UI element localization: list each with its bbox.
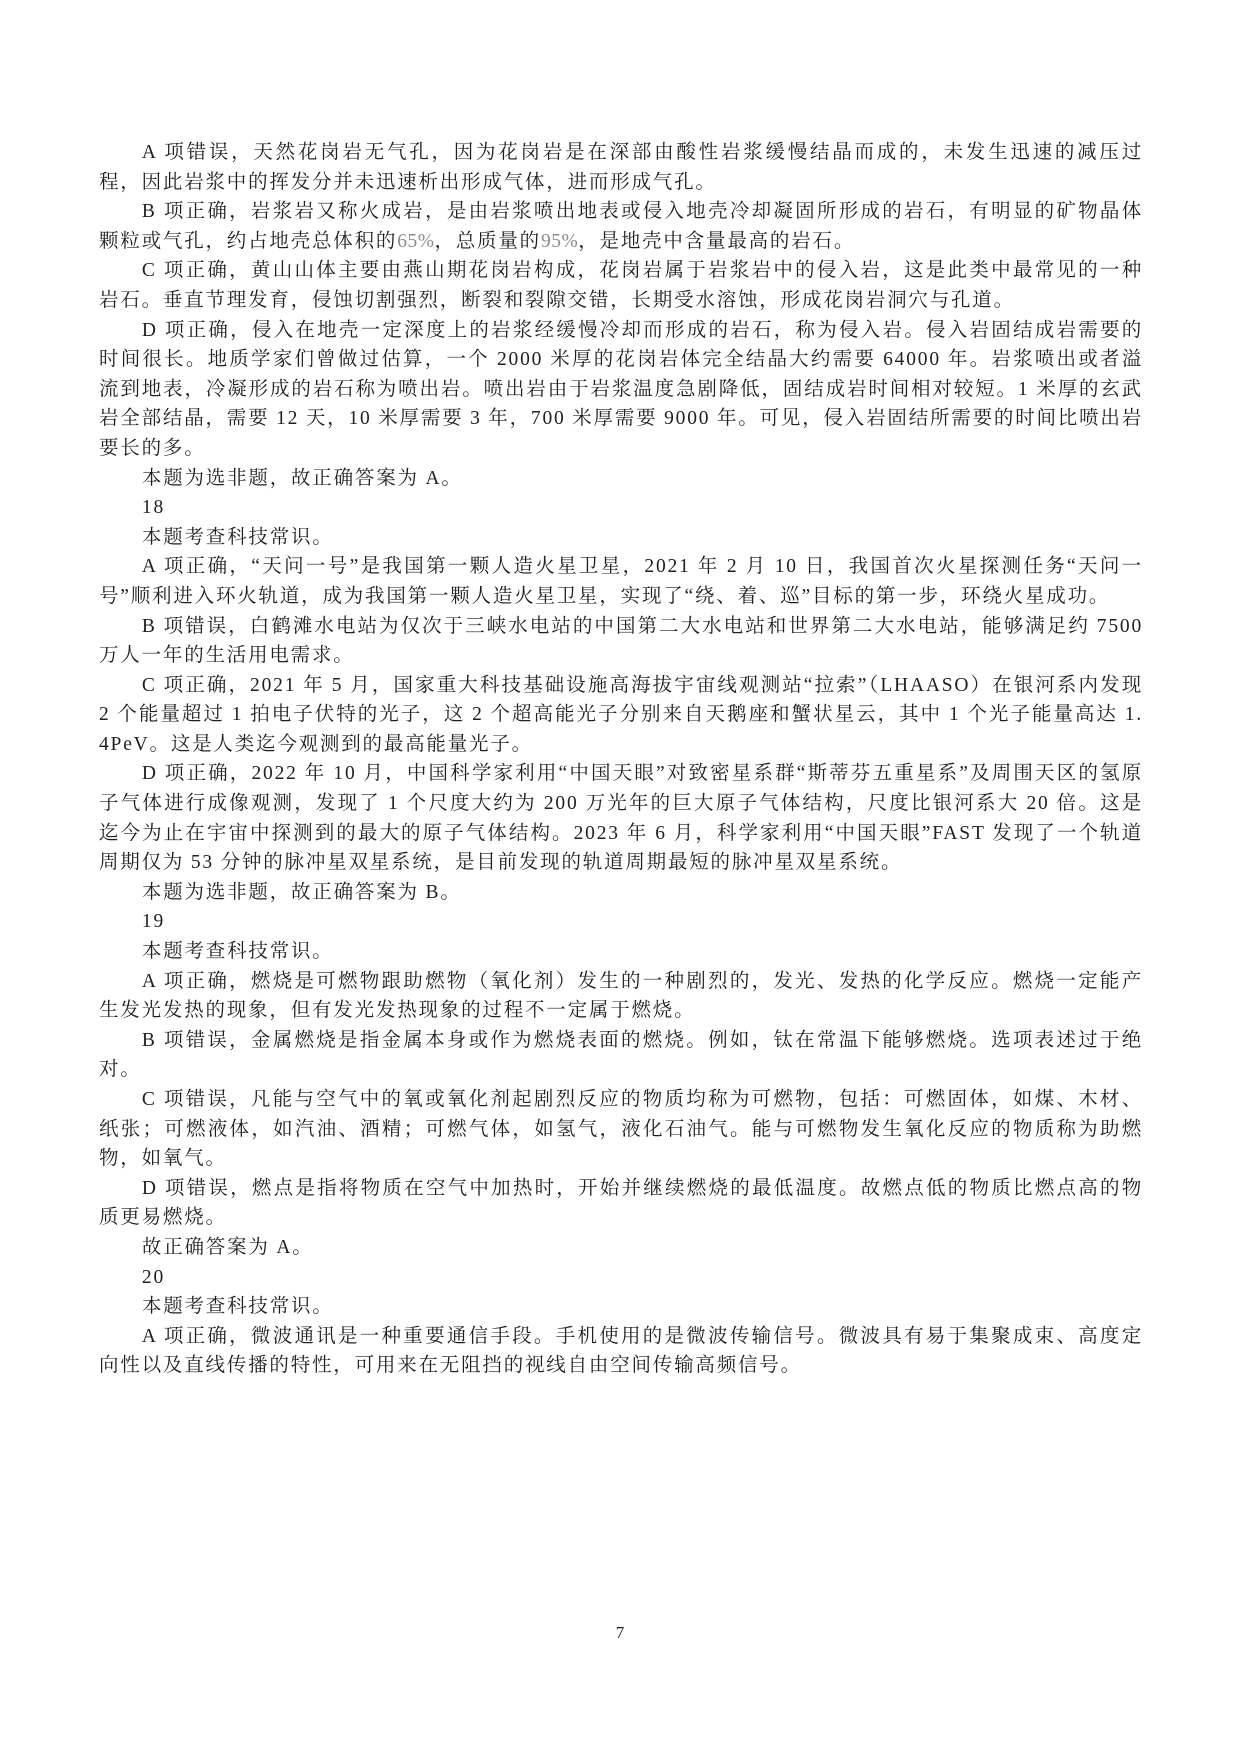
paragraph [99,523,1143,553]
text-segment: 本题考查科技常识。 [141,526,334,548]
text-segment: 19 [141,911,165,933]
paragraph [99,1174,1143,1233]
text-segment: C 项正确，黄山山体主要由燕山期花岗岩构成，花岗岩属于岩浆岩中的侵入岩，这是此类中最常见的一种岩石。垂直节理发育，侵蚀切割强烈，断裂和裂隙交错，长期受水溶蚀，形成花岗岩洞穴与孔道。 [99,260,1143,311]
text-segment: 本题考查科技常识。 [141,941,334,963]
question-number [99,1263,1143,1293]
page-number: 7 [615,1623,625,1642]
text-segment: ，总质量的 [434,230,541,252]
paragraph [99,612,1143,671]
paragraph [99,138,1143,197]
text-segment: A 项正确，燃烧是可燃物跟助燃物（氧化剂）发生的一种剧烈的，发光、发热的化学反应。燃烧一定能产生发光发热的现象，但有发光发热现象的过程不一定属于燃烧。 [99,970,1143,1022]
paragraph [99,1026,1143,1085]
paragraph [99,878,1143,908]
question-number [99,493,1143,523]
text-segment: C 项正确，2021 年 5 月，国家重大科技基础设施高海拔宇宙线观测站“拉索”（LHAASO）在银河系内发现 2 个能量超过 1 拍电子伏特的光子，这 2 个超高能光子分别来自天鹅座和蟹状星云，其中 1 个光子能量高达 1.4PeV。这是人类迄今观测到的最高能量光子。 [99,674,1143,755]
page-footer [0,1623,1240,1643]
document-content [99,138,1143,1381]
text-segment: 本题为选非题，故正确答案为 B。 [141,881,462,903]
paragraph [99,1233,1143,1263]
text-segment: ，是地壳中含量最高的岩石。 [578,230,856,252]
text-segment: D 项错误，燃点是指将物质在空气中加热时，开始并继续燃烧的最低温度。故燃点低的物质比燃点高的物质更易燃烧。 [99,1177,1143,1229]
paragraph [99,1085,1143,1174]
highlighted-percentage: 65% [397,230,435,252]
text-segment: 本题考查科技常识。 [141,1296,334,1318]
paragraph [99,759,1143,877]
paragraph [99,1322,1143,1381]
paragraph [99,464,1143,494]
text-segment: B 项错误，金属燃烧是指金属本身或作为燃烧表面的燃烧。例如，钛在常温下能够燃烧。选项表述过于绝对。 [99,1029,1143,1081]
paragraph [99,256,1143,315]
paragraph [99,1292,1143,1322]
text-segment: 20 [141,1266,165,1288]
paragraph [99,197,1143,256]
question-number [99,907,1143,937]
text-segment: A 项错误，天然花岗岩无气孔，因为花岗岩是在深部由酸性岩浆缓慢结晶而成的，未发生迅速的减压过程，因此岩浆中的挥发分并未迅速析出形成气体，进而形成气孔。 [99,142,1143,193]
paragraph [99,552,1143,611]
text-segment: D 项正确，2022 年 10 月，中国科学家利用“中国天眼”对致密星系群“斯蒂芬五重星系”及周围天区的氢原子气体进行成像观测，发现了 1 个尺度大约为 200 万光年的巨大原子气体结构，尺度比银河系大 20 倍。这是迄今为止在宇宙中探测到的最大的原子气体结构。2023 年 6 月，科学家利用“中国天眼”FAST 发现了一个轨道周期仅为 53 分钟的脉冲星双星系统，是目前发现的轨道周期最短的脉冲星双星系统。 [99,763,1143,874]
paragraph [99,937,1143,967]
text-segment: 18 [141,497,165,519]
text-segment: B 项正确，岩浆岩又称火成岩，是由岩浆喷出地表或侵入地壳冷却凝固所形成的岩石，有明显的矿物晶体颗粒或气孔，约占地壳总体积的 [99,201,1143,252]
highlighted-percentage: 95% [540,230,579,252]
text-segment: D 项正确，侵入在地壳一定深度上的岩浆经缓慢冷却而形成的岩石，称为侵入岩。侵入岩固结成岩需要的时间很长。地质学家们曾做过估算，一个 2000 米厚的花岗岩体完全结晶大约需要 64000 年。岩浆喷出或者溢流到地表，冷凝形成的岩石称为喷出岩。喷出岩由于岩浆温度急剧降低，固结成岩时间相对较短。1 米厚的玄武岩全部结晶，需要 12 天，10 米厚需要 3 年，700 米厚需要 9000 年。可见，侵入岩固结所需要的时间比喷出岩要长的多。 [99,319,1143,459]
text-segment: 故正确答案为 A。 [141,1236,314,1258]
text-segment: A 项正确，微波通讯是一种重要通信手段。手机使用的是微波传输信号。微波具有易于集聚成束、高度定向性以及直线传播的特性，可用来在无阻挡的视线自由空间传输高频信号。 [99,1325,1143,1377]
paragraph [99,316,1143,464]
paragraph [99,671,1143,760]
text-segment: C 项错误，凡能与空气中的氧或氧化剂起剧烈反应的物质均称为可燃物，包括：可燃固体，如煤、木材、纸张；可燃液体，如汽油、酒精；可燃气体，如氢气，液化石油气。能与可燃物发生氧化反应的物质称为助燃物，如氧气。 [99,1089,1143,1170]
paragraph [99,967,1143,1026]
text-segment: B 项错误，白鹤滩水电站为仅次于三峡水电站的中国第二大水电站和世界第二大水电站，能够满足约 7500 万人一年的生活用电需求。 [99,615,1143,667]
text-segment: A 项正确，“天问一号”是我国第一颗人造火星卫星，2021 年 2 月 10 日，我国首次火星探测任务“天问一号”顺利进入环火轨道，成为我国第一颗人造火星卫星，实现了“绕、着、巡”目标的第一步，环绕火星成功。 [99,556,1143,607]
text-segment: 本题为选非题，故正确答案为 A。 [141,467,463,489]
